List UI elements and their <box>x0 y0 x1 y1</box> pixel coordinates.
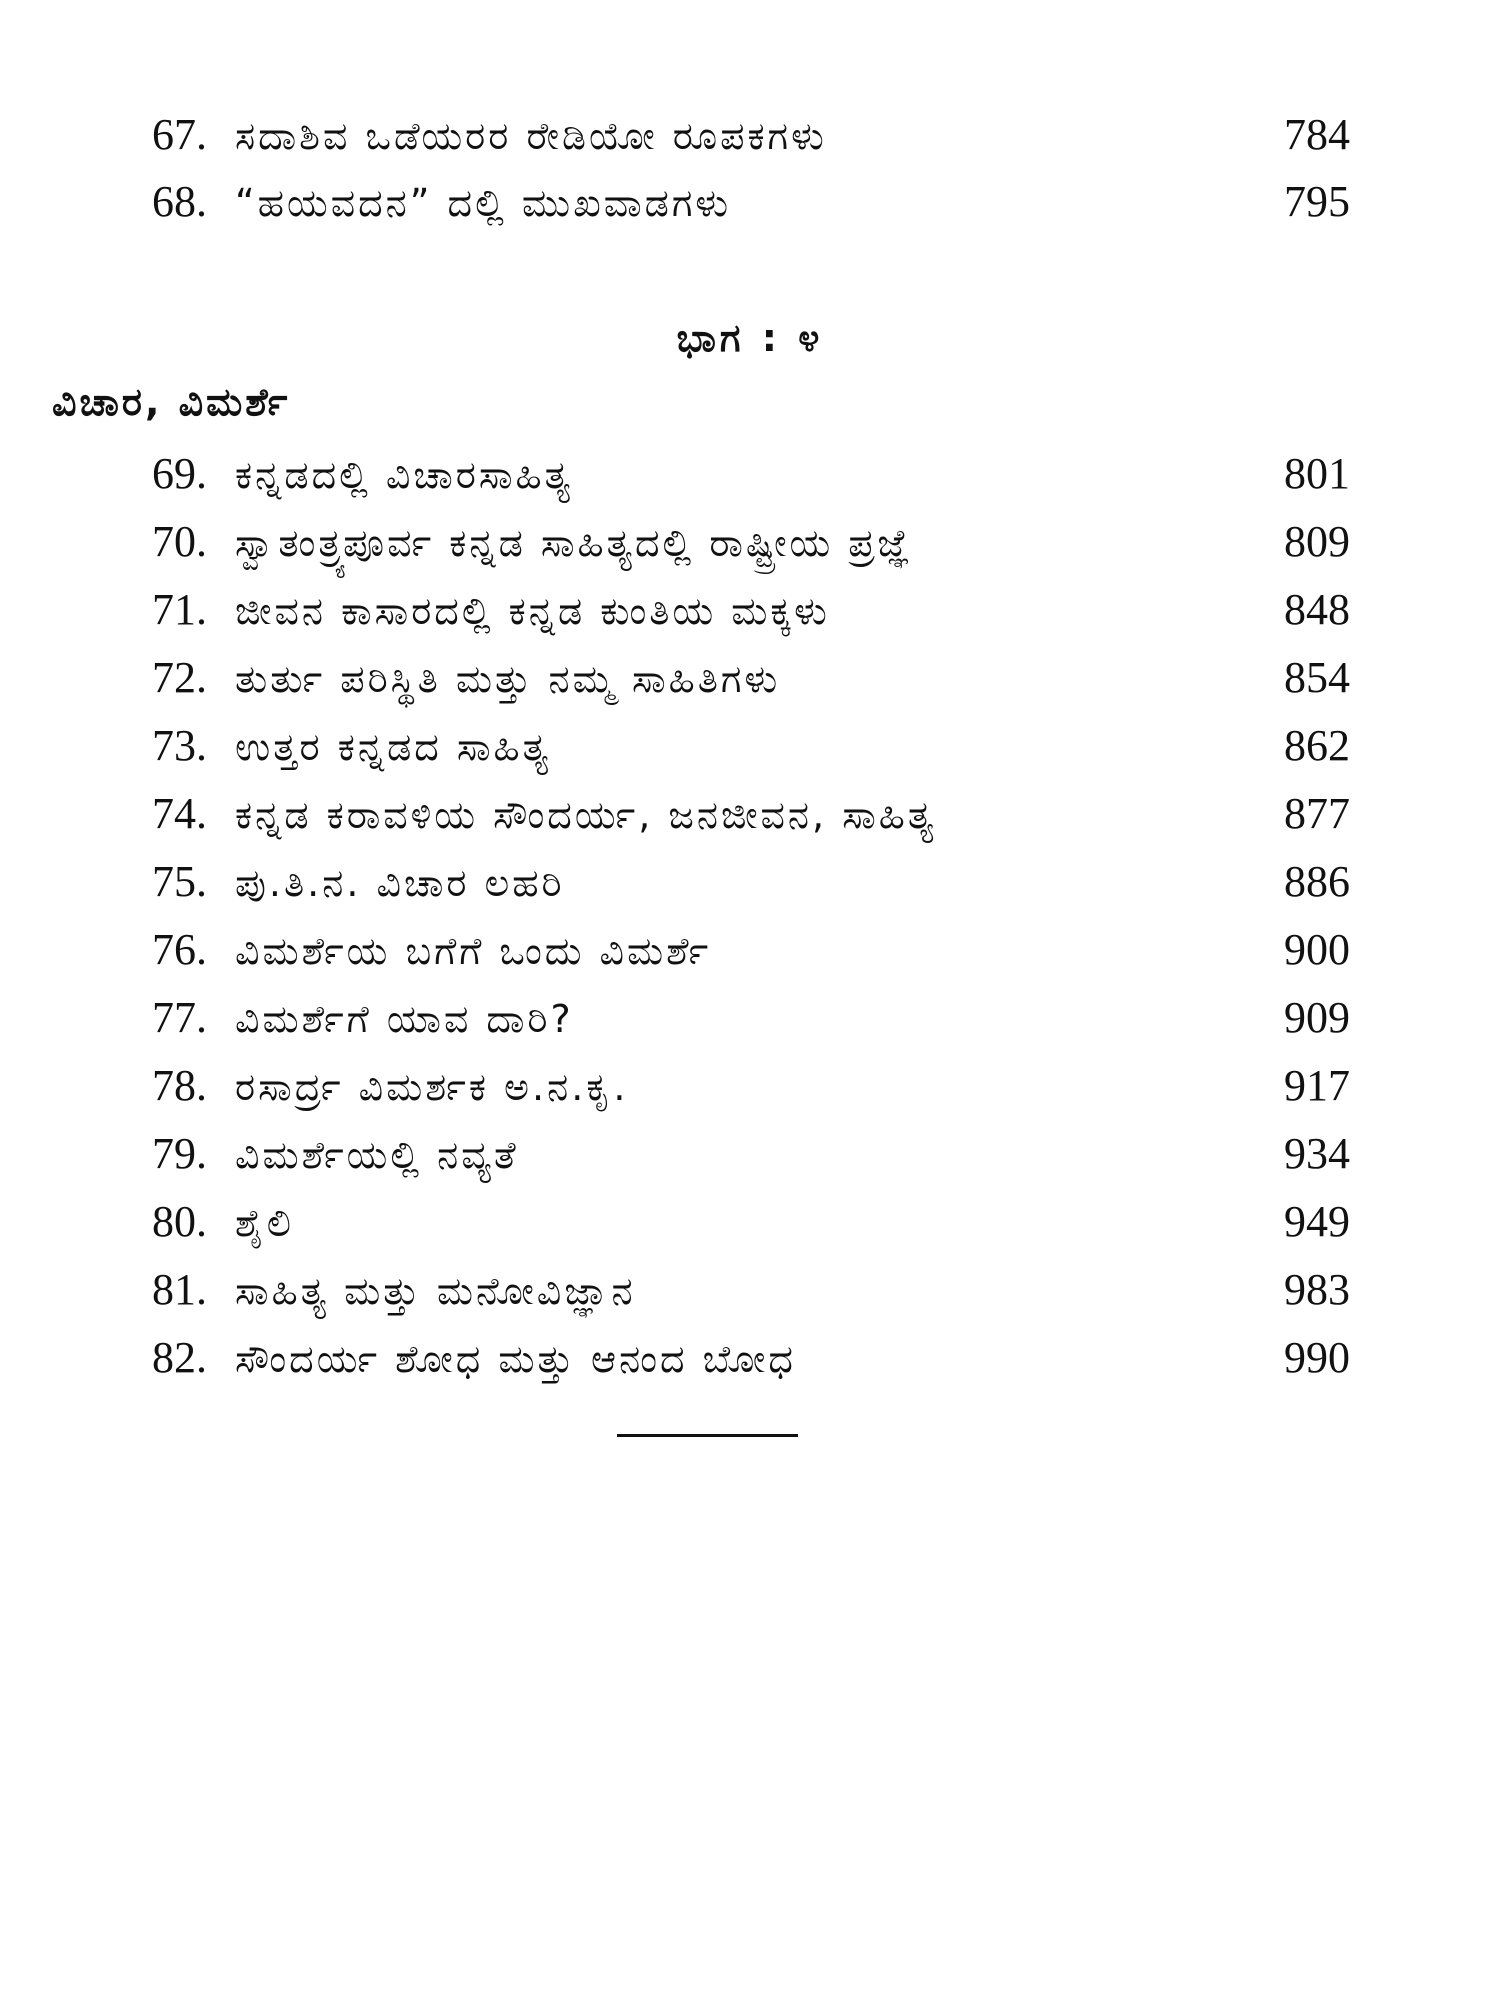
toc-entry <box>152 580 1350 640</box>
toc-entry <box>152 716 1350 776</box>
entry-page-number: 949 <box>1284 1197 1350 1246</box>
entry-number: 67. <box>152 110 207 159</box>
entry-title: ಸ್ವಾತಂತ್ರ್ಯಪೂರ್ವ ಕನ್ನಡ ಸಾಹಿತ್ಯದಲ್ಲಿ ರಾಷ್ಟ್ರೀಯ ಪ್ರಜ್ಞೆ <box>235 521 913 565</box>
entry-number: 72. <box>152 653 207 702</box>
toc-entry <box>152 988 1350 1048</box>
entry-number: 76. <box>152 925 207 974</box>
toc-entry <box>152 920 1350 980</box>
entry-page-number: 809 <box>1284 517 1350 566</box>
entry-title: ತುರ್ತು ಪರಿಸ್ಥಿತಿ ಮತ್ತು ನಮ್ಮ ಸಾಹಿತಿಗಳು <box>235 657 781 701</box>
toc-entry <box>152 852 1350 912</box>
entry-page-number: 877 <box>1284 789 1350 838</box>
part-heading: ಭಾಗ : ೪ <box>676 316 824 360</box>
entry-page-number: 784 <box>1284 110 1350 159</box>
entry-title: ಜೀವನ ಕಾಸಾರದಲ್ಲಿ ಕನ್ನಡ ಕುಂತಿಯ ಮಕ್ಕಳು <box>235 589 830 633</box>
toc-entry <box>152 1328 1350 1388</box>
entry-title: ವಿಮರ್ಶೆಗೆ ಯಾವ ದಾರಿ? <box>235 997 574 1041</box>
entry-number: 78. <box>152 1061 207 1110</box>
toc-entry <box>152 784 1350 844</box>
entry-title: ರಸಾರ್ದ್ರ ವಿಮರ್ಶಕ ಅ.ನ.ಕೃ. <box>235 1065 629 1109</box>
entry-page-number: 886 <box>1284 857 1350 906</box>
end-divider <box>617 1434 798 1437</box>
entry-page-number: 934 <box>1284 1129 1350 1178</box>
entry-page-number: 909 <box>1284 993 1350 1042</box>
toc-entry <box>152 512 1350 572</box>
entry-page-number: 848 <box>1284 585 1350 634</box>
toc-entry <box>152 1192 1350 1252</box>
toc-entry <box>152 1124 1350 1184</box>
entry-number: 70. <box>152 517 207 566</box>
toc-entry <box>152 172 1350 232</box>
toc-entry <box>152 648 1350 708</box>
entry-page-number: 854 <box>1284 653 1350 702</box>
entry-title: ಸಾಹಿತ್ಯ ಮತ್ತು ಮನೋವಿಜ್ಞಾನ <box>235 1269 636 1313</box>
entry-number: 71. <box>152 585 207 634</box>
entry-number: 68. <box>152 177 207 226</box>
entry-title: ಕನ್ನಡ ಕರಾವಳಿಯ ಸೌಂದರ್ಯ, ಜನಜೀವನ, ಸಾಹಿತ್ಯ <box>235 793 937 837</box>
entry-title: ವಿಮರ್ಶೆಯಲ್ಲಿ ನವ್ಯತೆ <box>235 1133 519 1177</box>
toc-entry <box>152 105 1350 165</box>
section-heading: ವಿಚಾರ, ವಿಮರ್ಶೆ <box>52 380 291 424</box>
entry-page-number: 795 <box>1284 177 1350 226</box>
entry-number: 79. <box>152 1129 207 1178</box>
entry-number: 75. <box>152 857 207 906</box>
entry-number: 80. <box>152 1197 207 1246</box>
entry-number: 73. <box>152 721 207 770</box>
entry-title: ಸೌಂದರ್ಯ ಶೋಧ ಮತ್ತು ಆನಂದ ಬೋಧ <box>235 1337 796 1381</box>
entry-page-number: 917 <box>1284 1061 1350 1110</box>
entry-number: 74. <box>152 789 207 838</box>
entry-page-number: 983 <box>1284 1265 1350 1314</box>
entry-title: “ಹಯವದನ” ದಲ್ಲಿ ಮುಖವಾಡಗಳು <box>235 181 732 225</box>
entry-title: ಉತ್ತರ ಕನ್ನಡದ ಸಾಹಿತ್ಯ <box>235 725 552 769</box>
entry-page-number: 801 <box>1284 449 1350 498</box>
toc-entry <box>152 444 1350 504</box>
entry-title: ಶೈಲಿ <box>235 1201 294 1245</box>
entry-title: ವಿಮರ್ಶೆಯ ಬಗೆಗೆ ಒಂದು ವಿಮರ್ಶೆ <box>235 929 712 973</box>
entry-page-number: 900 <box>1284 925 1350 974</box>
entry-number: 82. <box>152 1333 207 1382</box>
toc-entry <box>152 1056 1350 1116</box>
entry-page-number: 862 <box>1284 721 1350 770</box>
entry-page-number: 990 <box>1284 1333 1350 1382</box>
entry-title: ಪು.ತಿ.ನ. ವಿಚಾರ ಲಹರಿ <box>235 861 565 905</box>
entry-number: 77. <box>152 993 207 1042</box>
entry-number: 69. <box>152 449 207 498</box>
entry-title: ಕನ್ನಡದಲ್ಲಿ ವಿಚಾರಸಾಹಿತ್ಯ <box>235 453 573 497</box>
entry-number: 81. <box>152 1265 207 1314</box>
toc-entry <box>152 1260 1350 1320</box>
entry-title: ಸದಾಶಿವ ಒಡೆಯರರ ರೇಡಿಯೋ ರೂಪಕಗಳು <box>235 114 827 158</box>
